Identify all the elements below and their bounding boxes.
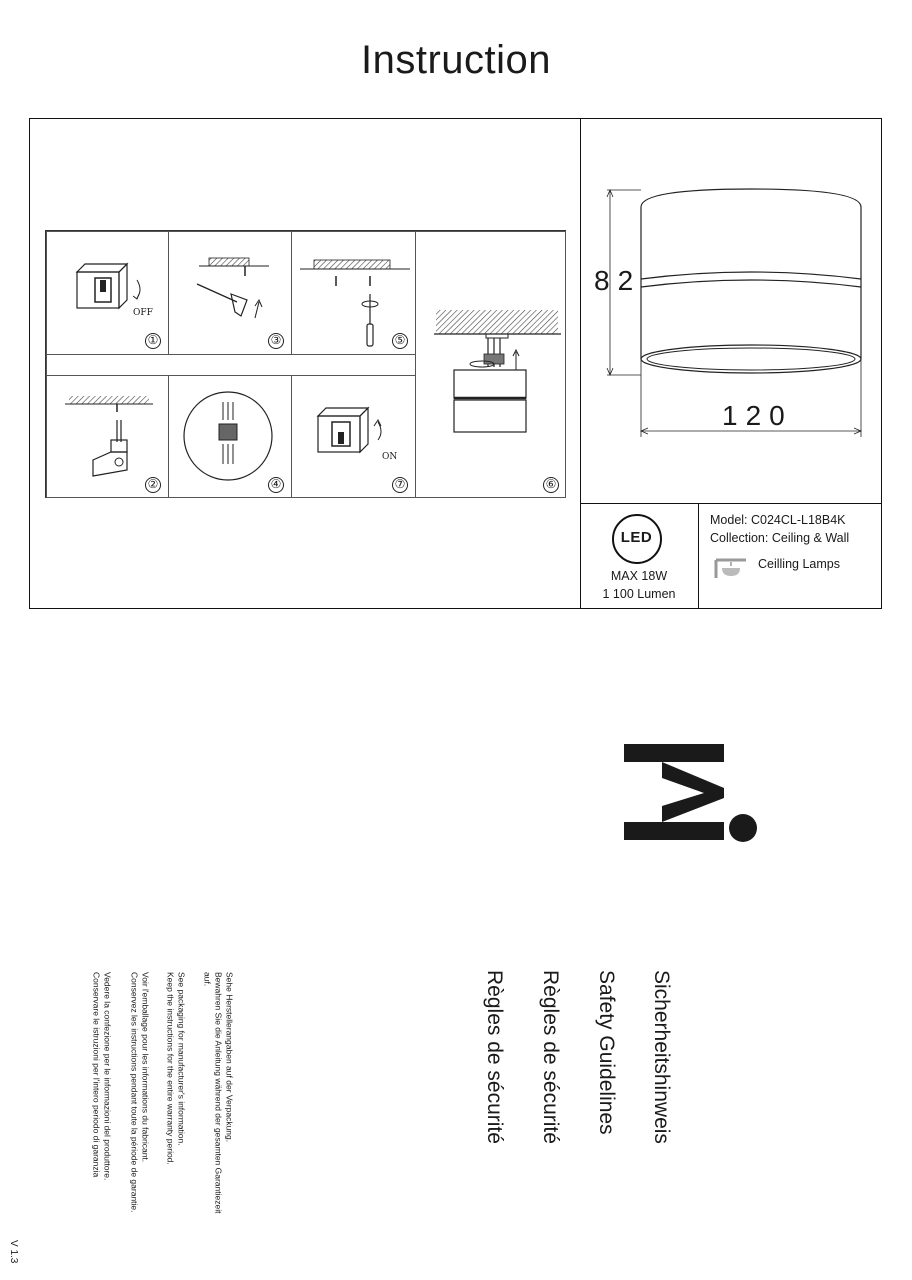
step-number: ⑤ xyxy=(392,333,408,349)
led-badge-text: LED xyxy=(620,529,653,546)
step-1 xyxy=(46,231,169,355)
frame-divider xyxy=(698,503,699,609)
version-label: V 1.3 xyxy=(8,1240,19,1264)
safety-text-de-3: auf. xyxy=(202,972,213,987)
step-number: ① xyxy=(145,333,161,349)
safety-text-it-1: Vedere la confezione per le informazioni del produttore. xyxy=(102,972,113,1181)
row-separator xyxy=(46,354,416,376)
category-label: Ceilling Lamps xyxy=(758,557,840,571)
safety-text-fr-2: Conservez les instructions pendant toute la période de garantie. xyxy=(129,972,140,1213)
safety-heading-de: Sicherheitshinweis xyxy=(650,970,673,1144)
frame-divider xyxy=(580,503,882,504)
page-title: Instruction xyxy=(360,38,552,82)
lumen-rating: 1 100 Lumen xyxy=(602,587,676,601)
safety-heading-it: Règles de sécurité xyxy=(483,970,506,1144)
ceiling-lamp-icon xyxy=(714,558,748,578)
safety-text-fr-1: Voir l'emballage pour les informations du fabricant. xyxy=(140,972,151,1163)
installation-steps xyxy=(45,230,566,498)
step-7 xyxy=(291,375,416,498)
safety-text-de-1: Sehe Herstellerangaben auf der Verpackung. xyxy=(224,972,235,1143)
step-4 xyxy=(168,375,292,498)
model-number: Model: C024CL-L18B4K xyxy=(710,513,846,527)
step-number: ⑦ xyxy=(392,477,408,493)
safety-text-en-1: See packaging for manufacturer's information. xyxy=(176,972,187,1146)
step-number: ③ xyxy=(268,333,284,349)
step-6 xyxy=(415,231,566,498)
width-dimension: 120 xyxy=(722,400,793,431)
safety-text-it-2: Conservare le istruzioni per l'intero periodo di garanzia xyxy=(91,972,102,1178)
step-3 xyxy=(168,231,292,355)
step-number: ⑥ xyxy=(543,477,559,493)
collection-name: Collection: Ceiling & Wall xyxy=(710,531,850,545)
safety-heading-en: Safety Guidelines xyxy=(595,970,618,1135)
lamp-mount-illustration xyxy=(416,232,565,497)
power-rating: MAX 18W xyxy=(610,569,668,583)
off-label: OFF xyxy=(133,308,153,318)
brand-logo-icon xyxy=(622,742,762,846)
safety-text-en-2: Keep the instructions for the entire warranty period. xyxy=(165,972,176,1165)
step-2 xyxy=(46,375,169,498)
led-badge xyxy=(612,514,662,564)
safety-heading-fr: Règles de sécurité xyxy=(539,970,562,1144)
dimension-drawing xyxy=(581,119,881,503)
on-label: ON xyxy=(382,452,398,462)
height-dimension: 82 xyxy=(594,265,642,296)
step-number: ② xyxy=(145,477,161,493)
step-number: ④ xyxy=(268,477,284,493)
safety-text-de-2: Bewahren Sie die Anleitung während der gesamten Garantiezeit xyxy=(213,972,224,1214)
step-5 xyxy=(291,231,416,355)
